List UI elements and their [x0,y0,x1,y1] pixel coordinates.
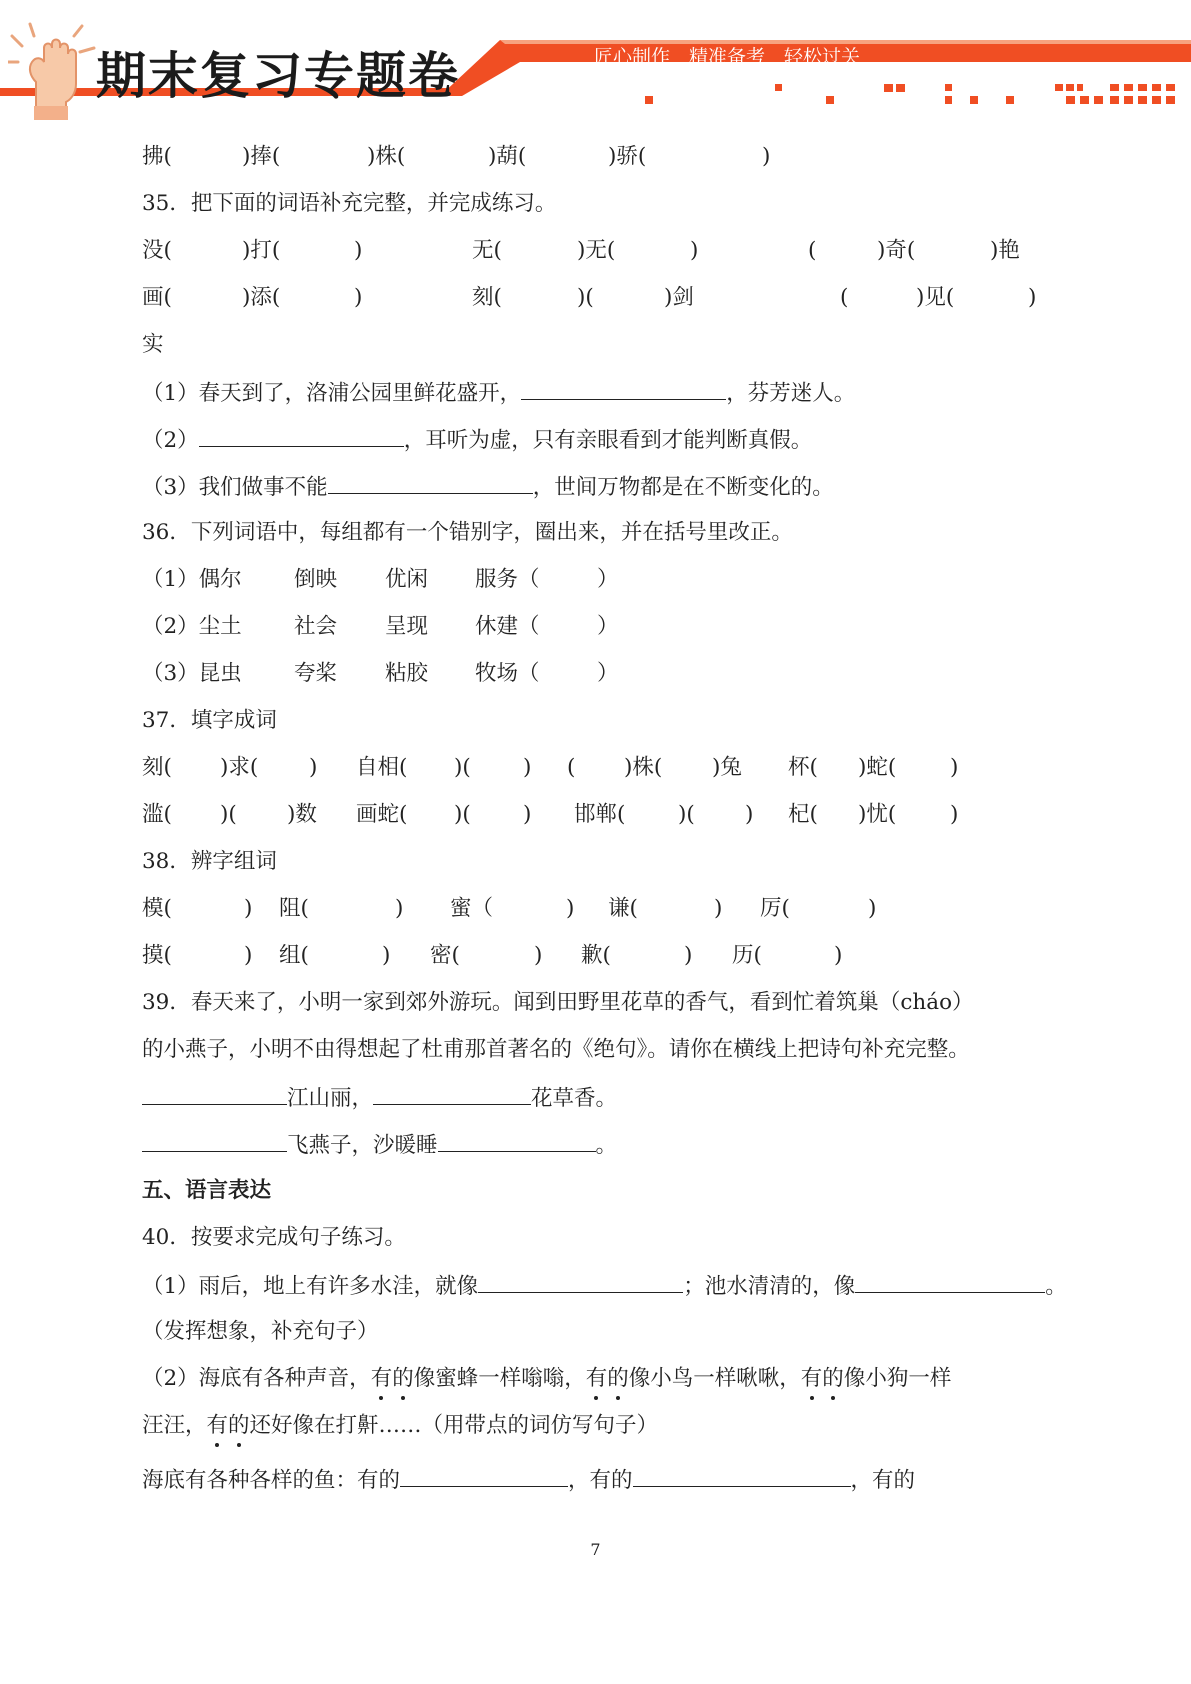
q38-fill: 谦( [608,896,638,921]
header-slogan: 匠心制作 精准备考 轻松过关 [594,46,861,68]
q37-fill: )( [220,802,237,827]
q40-s1-text: ；池水清清的，像 [683,1274,856,1299]
page-header [0,0,1191,130]
q38-fill: ) [566,896,575,921]
q36-row [142,565,742,595]
q35-fill: 无( [472,238,502,263]
q37-fill: )( [454,802,471,827]
dotted-word: 有 [207,1411,229,1441]
q37-fill: )( [454,755,471,780]
q40-s2-text: 汪汪， [142,1413,207,1438]
q35-fill: )见( [916,285,955,310]
q38-fill: ) [834,943,843,968]
q37-fill: )数 [287,802,317,827]
q37-fill: )求( [220,755,259,780]
q36-word: 优闲 [385,567,429,592]
q40-s1-text: （1）雨后，地上有许多水洼，就像 [142,1274,479,1299]
q36-word: ） [597,567,619,592]
q37-fill: ) [309,755,318,780]
hand-icon [8,22,98,122]
q35-s3-text: ，世间万物都是在不断变化的。 [532,475,834,500]
q37-row2 [142,800,1042,830]
header-title: 期末复习专题卷 [96,47,460,105]
answer-blank[interactable] [199,424,404,447]
q35-fill: ) [354,285,363,310]
q38-fill: ) [868,896,877,921]
q35-fill: )艳 [990,238,1020,263]
q40-sentence-2-line-1 [142,1364,951,1394]
q36-word: 呈现 [385,614,429,639]
q38-fill: 历( [732,943,762,968]
q36-word: 休建（ [475,614,540,639]
answer-blank[interactable] [478,1270,683,1293]
q39-poem-text: 。 [595,1133,618,1158]
q36-row [142,659,742,689]
dotted-word: 的 [822,1364,844,1394]
q35-fill: ) [1028,285,1037,310]
page-number: 7 [590,1540,601,1559]
q39-text-line-2: 的小燕子，小明不由得想起了杜甫那首著名的《绝句》。请你在横线上把诗句补充完整。 [142,1037,970,1062]
q38-fill: 密( [430,943,460,968]
q36-word: 牧场（ [475,661,540,686]
q37-title: 37．填字成词 [142,708,277,733]
q37-fill: 滥( [142,802,172,827]
dotted-word: 有 [371,1364,393,1394]
q35-row2-cont: 实 [142,332,164,357]
q37-fill: ) [950,755,959,780]
q39-poem-text: 花草香。 [531,1086,618,1111]
q39-text-line-1: 39．春天来了，小明一家到郊外游玩。闻到田野里花草的香气，看到忙着筑巢（cháo） [142,990,974,1015]
q35-s1-text: ，芬芳迷人。 [726,381,856,406]
q37-fill: 画蛇( [356,802,408,827]
q39-poem-text: 飞燕子，沙暖睡 [287,1133,438,1158]
q40-s2-text: 像小鸟一样啾啾， [628,1366,801,1391]
q35-sentence-3 [142,471,834,503]
q38-fill: 组( [279,943,309,968]
q34-word: ) [762,144,771,169]
q35-fill: )添( [242,285,281,310]
q35-fill: 刻( [472,285,502,310]
q36-word: （2）尘土 [142,614,242,639]
q40-s2-text: 像蜜蜂一样嗡嗡， [413,1366,586,1391]
q40-sentence-1 [142,1270,1067,1302]
q40-ans-text: 海底有各种各样的鱼：有的 [142,1468,401,1493]
q37-row1 [142,753,1042,783]
q36-word: 粘胶 [385,661,429,686]
q34-word: 拂( [142,144,172,169]
dotted-word: 有 [801,1364,823,1394]
q38-fill: ) [684,943,693,968]
q37-fill: 刻( [142,755,172,780]
q37-fill: )蛇( [858,755,897,780]
q36-word: ） [597,614,619,639]
q35-fill: )( [577,285,594,310]
q37-fill: 邯郸( [574,802,626,827]
q34-word: )捧( [242,144,281,169]
q37-fill: 自相( [356,755,408,780]
q35-s2-text: ，耳听为虚，只有亲眼看到才能判断真假。 [403,428,813,453]
answer-blank[interactable] [373,1082,531,1105]
q40-s2-text: 像小狗一样 [843,1366,952,1391]
dotted-word: 的 [228,1411,250,1441]
q40-sentence-2-line-2 [142,1411,658,1441]
q38-title: 38．辨字组词 [142,849,277,874]
q35-fill: )奇( [877,238,916,263]
dotted-word: 有 [586,1364,608,1394]
q40-s1-note: （发挥想象，补充句子） [142,1319,379,1344]
section-5-title: 五、语言表达 [142,1178,272,1203]
q34-word: )骄( [608,144,647,169]
q35-fill: 没( [142,238,172,263]
q34-word: )葫( [488,144,527,169]
q38-fill: 模( [142,896,172,921]
q38-fill: 蜜（ [450,896,494,921]
answer-blank[interactable] [438,1129,596,1152]
q35-s1-text: （1）春天到了，洛浦公园里鲜花盛开， [142,381,522,406]
q35-row1 [142,236,1042,266]
q36-word: ） [597,661,619,686]
q37-fill: 杞( [788,802,818,827]
answer-blank[interactable] [142,1129,287,1152]
q35-fill: ) [690,238,699,263]
q38-fill: 摸( [142,943,172,968]
q40-s2-text: （2）海底有各种声音， [142,1366,371,1391]
answer-blank[interactable] [521,377,726,400]
q38-fill: ) [534,943,543,968]
q38-fill: ) [714,896,723,921]
q37-fill: )株( [624,755,663,780]
q38-fill: ) [395,896,404,921]
q36-word: （3）昆虫 [142,661,242,686]
q38-fill: 阻( [279,896,309,921]
q35-fill: )无( [577,238,616,263]
q38-fill: 厉( [760,896,790,921]
q40-answer-line [142,1464,915,1496]
q38-fill: ) [244,943,253,968]
q34-word: )株( [367,144,406,169]
q37-fill: ) [523,755,532,780]
q35-fill: ) [354,238,363,263]
q35-fill: ( [808,238,817,263]
q40-title: 40．按要求完成句子练习。 [142,1225,406,1250]
q40-ans-text: ，有的 [850,1468,916,1493]
dotted-word: 的 [607,1364,629,1394]
q36-word: 社会 [294,614,338,639]
q38-row2 [142,941,1042,971]
q37-fill: 杯( [788,755,818,780]
q35-sentence-2 [142,424,812,456]
q40-s2-text: 还好像在打鼾……（用带点的词仿写句子） [249,1413,659,1438]
q37-fill: ) [523,802,532,827]
q36-row [142,612,742,642]
q36-title: 36．下列词语中，每组都有一个错别字，圈出来，并在括号里改正。 [142,520,793,545]
q39-poem-line-2 [142,1129,617,1161]
q35-s2-text: （2） [142,428,199,453]
q37-fill: ) [950,802,959,827]
q37-fill: )( [678,802,695,827]
q35-fill: 画( [142,285,172,310]
q34-line [142,142,1042,172]
answer-blank[interactable] [855,1270,1045,1293]
answer-blank[interactable] [633,1464,851,1487]
q36-word: （1）偶尔 [142,567,242,592]
q38-row1 [142,894,1042,924]
q35-title: 35．把下面的词语补充完整，并完成练习。 [142,191,557,216]
dotted-word: 的 [392,1364,414,1394]
q35-fill: )打( [242,238,281,263]
answer-blank[interactable] [142,1082,287,1105]
q36-word: 夸桨 [294,661,338,686]
q40-ans-text: ，有的 [568,1468,633,1493]
q40-s1-text: 。 [1045,1274,1067,1299]
q35-s3-text: （3）我们做事不能 [142,475,328,500]
q38-fill: 歉( [581,943,611,968]
q37-fill: ) [745,802,754,827]
q36-word: 服务（ [475,567,540,592]
q36-word: 倒映 [294,567,338,592]
q35-row2 [142,283,1042,313]
q39-poem-text: 江山丽， [287,1086,374,1111]
q37-fill: ( [567,755,576,780]
q39-poem-line-1 [142,1082,617,1114]
answer-blank[interactable] [328,471,533,494]
q35-sentence-1 [142,377,855,409]
q37-fill: )忧( [858,802,897,827]
answer-blank[interactable] [400,1464,568,1487]
q37-fill: )兔 [712,755,742,780]
q35-fill: ( [840,285,849,310]
q38-fill: ) [244,896,253,921]
q35-fill: )剑 [664,285,694,310]
q38-fill: ) [382,943,391,968]
